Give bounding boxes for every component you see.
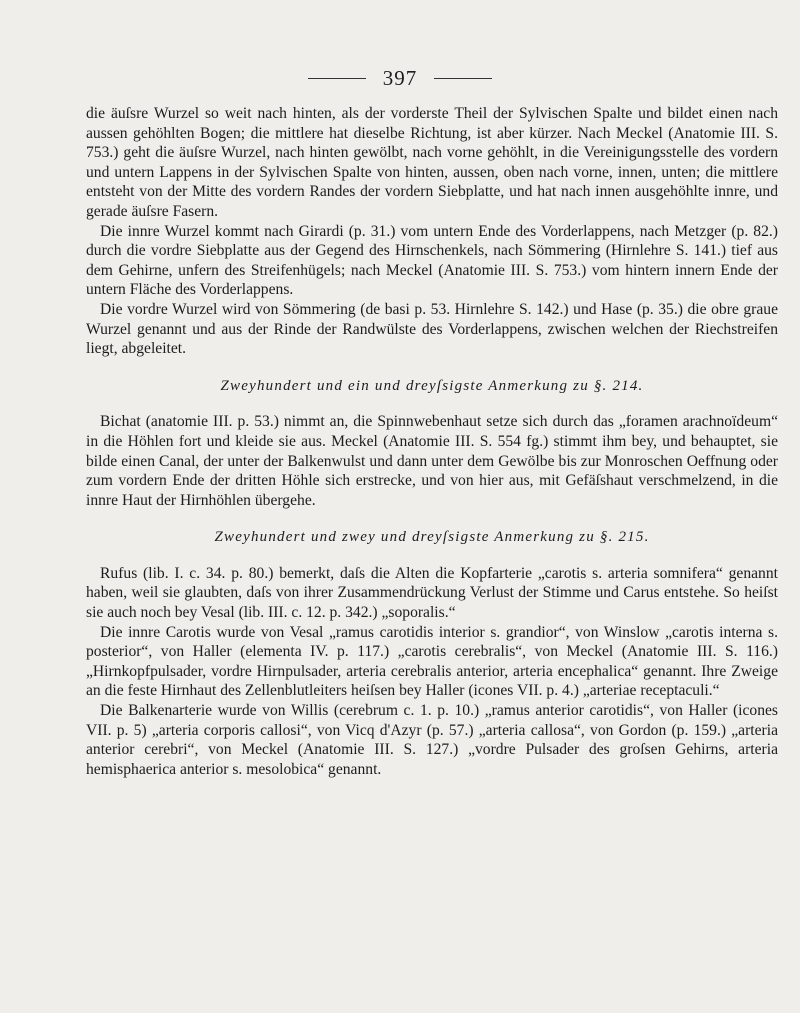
paragraph: Die vordre Wurzel wird von Sömmering (de basi p. 53. Hirnlehre S. 142.) und Hase (p. 35.) die obre graue Wurzel genannt und aus der Rinde der Randwülste des Vorderlappens, zwischen welchen der Riechstreifen liegt, abgeleitet. [86, 300, 778, 358]
header-rule-left [308, 78, 366, 79]
paragraph: Bichat (anatomie III. p. 53.) nimmt an, die Spinnwebenhaut setze sich durch das „foramen arachnoïdeum“ in die Höhlen fort und kleide sie aus. Meckel (Anatomie III. S. 554 fg.) stimmt ihm bey, und behauptet, sie bilde einen Canal, der unter der Balkenwulst und dann unter dem Gewölbe bis zur Monroschen Oeffnung oder zum vordern Ende der dritten Höhle sich erstrecke, und von hier aus, mit Gefäſshaut verschmelzend, in die innre Haut der Hirnhöhlen übergehe. [86, 413, 778, 509]
header-rule-right [434, 78, 492, 79]
paragraph: Die innre Carotis wurde von Vesal „ramus carotidis interior s. grandior“, von Winslow „carotis interna s. posterior“, von Haller (elementa IV. p. 117.) „carotis cerebralis“, von Meckel (Anatomie III. S. 116.) „Hirnkopfpulsader, vordre Hirnpulsader, arteria cerebralis anterior, arteria encephalica“ genannt. Ihre Zweige an die feste Hirnhaut des Zellenblutleiters heiſsen bey Haller (icones VII. p. 4.) „arteriae receptaculi.“ [86, 623, 778, 700]
paragraph: Die innre Wurzel kommt nach Girardi (p. 31.) vom untern Ende des Vorderlappens, nach Metzger (p. 82.) durch die vordre Siebplatte aus der Gegend des Hirnschenkels, nach Sömmering (Hirnlehre S. 141.) tief aus dem Gehirne, unfern des Streifenhügels; nach Meckel (Anatomie III. S. 753.) vom hintern innern Ende der untern Fläche des Vorderlappens. [86, 222, 778, 299]
paragraph: die äuſsre Wurzel so weit nach hinten, als der vorderste Theil der Sylvischen Spalte und bildet einen nach aussen gehöhlten Bogen; die mittlere hat dieselbe Richtung, ist aber kürzer. Nach Meckel (Anatomie III. S. 753.) geht die äuſsre Wurzel, nach hinten gewölbt, nach vorne gehöhlt, in die Vereinigungsstelle des vordern und untern Lappens in der Sylvischen Spalte von hinten, aussen, oben nach vorne, innen, unten; die mittlere entsteht von der Mitte des vordern Randes der vordern Siebplatte, und hat nach innen ausgehöhlte innre, und gerade äuſsre Fasern. [86, 105, 778, 220]
paragraph: Die Balkenarterie wurde von Willis (cerebrum c. 1. p. 10.) „ramus anterior carotidis“, von Haller (icones VII. p. 5) „arteria corporis callosi“, von Vicq d'Azyr (p. 57.) „arteria callosa“, von Gordon (p. 159.) „arteria anterior cerebri“, von Meckel (Anatomie III. S. 127.) „vordre Pulsader des groſsen Gehirns, arteria hemisphaerica anterior s. mesolobica“ genannt. [86, 702, 778, 778]
page-header [0, 66, 800, 90]
paragraph: Rufus (lib. I. c. 34. p. 80.) bemerkt, daſs die Alten die Kopfarterie „carotis s. arteria somnifera“ genannt haben, weil sie glaubten, daſs von ihrer Zusammendrückung Verlust der Stimme und Carus entstehe. So heiſst sie auch noch bey Vesal (lib. III. c. 12. p. 342.) „soporalis.“ [86, 564, 778, 622]
section-heading: Zweyhundert und ein und dreyſsigste Anmerkung zu §. 214. [220, 377, 644, 394]
section-heading: Zweyhundert und zwey und dreyſsigste Anmerkung zu §. 215. [214, 529, 650, 546]
body-text [86, 104, 778, 779]
page-number: 397 [382, 66, 418, 90]
